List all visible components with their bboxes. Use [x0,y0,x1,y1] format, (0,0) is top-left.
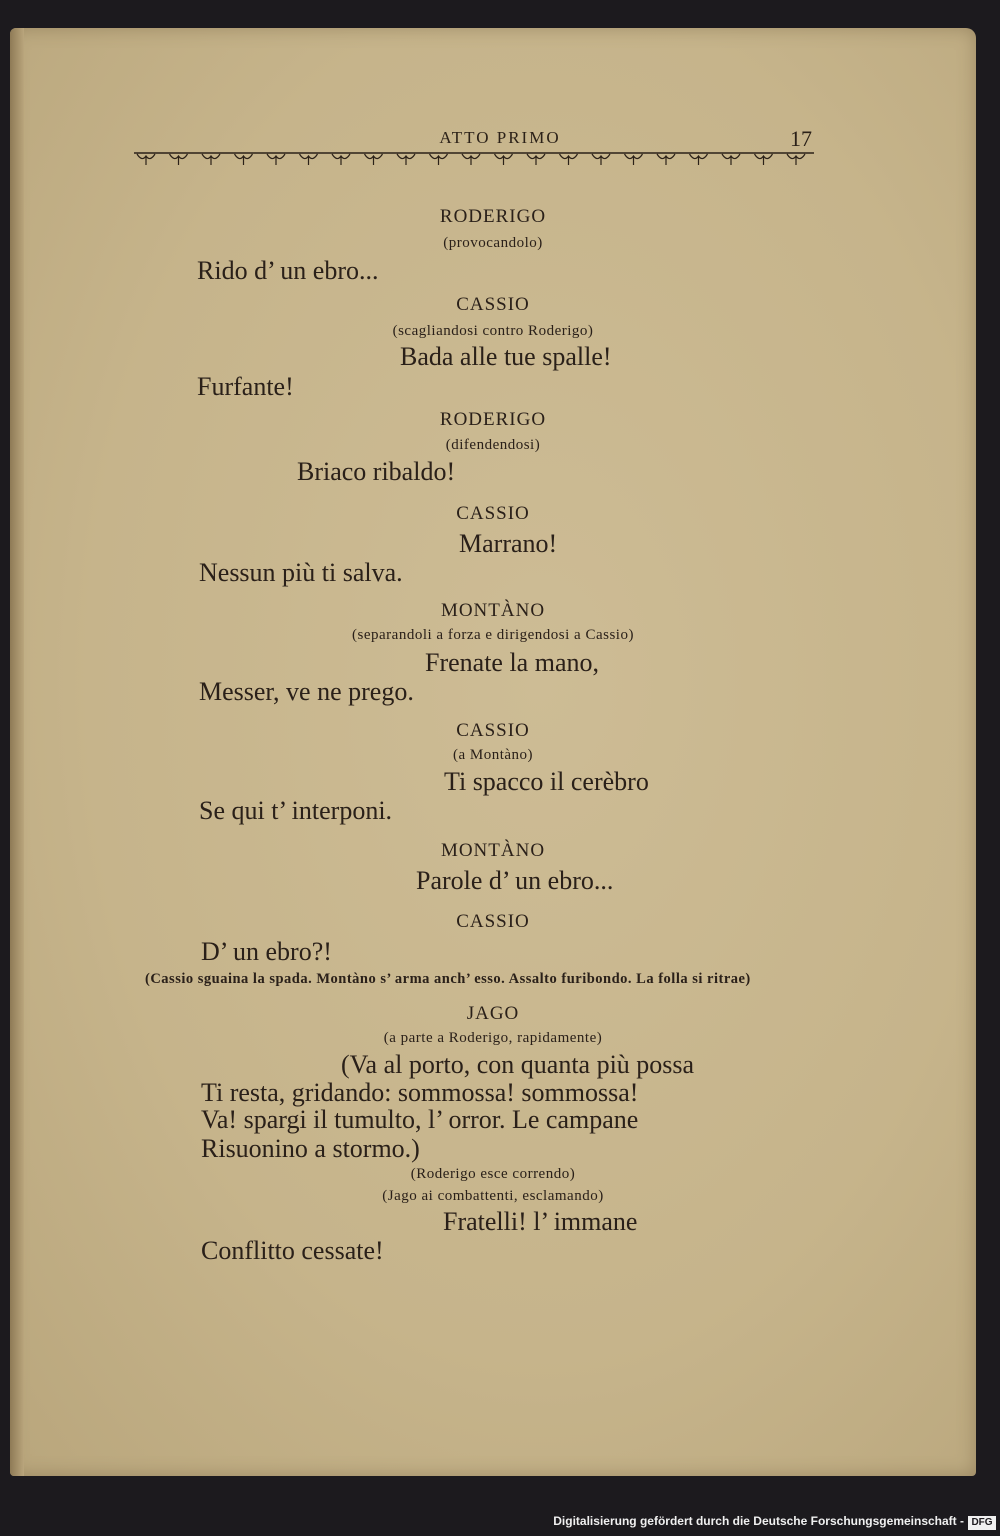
ornament-motif [690,154,708,165]
stage-direction: (a Montàno) [452,747,534,763]
speaker-name: JAGO [466,1003,520,1024]
verse-line: Marrano! [459,529,558,558]
stage-direction: (scagliandosi contro Roderigo) [392,323,594,339]
verse-line: Frenate la mano, [425,648,599,677]
ornament-motif [202,154,220,165]
speaker-name: MONTÀNO [440,600,546,621]
ornament-motif [560,154,578,165]
speaker-name: MONTÀNO [440,840,546,861]
speaker-name: CASSIO [456,503,530,524]
verse-line: (Va al porto, con quanta più possa [341,1050,695,1079]
verse-line: Ti spacco il cerèbro [444,767,649,796]
verse-line: Messer, ve ne prego. [199,677,414,706]
stage-direction: (Roderigo esce correndo) [410,1166,576,1182]
speaker-name: CASSIO [456,911,530,932]
ornament-motif [137,154,155,165]
ornament-motif [722,154,740,165]
running-header: ATTO PRIMO [439,128,561,147]
verse-line: Furfante! [197,372,294,401]
ornament-motif [657,154,675,165]
speaker-name: RODERIGO [439,206,547,227]
stage-direction: (Cassio sguaina la spada. Montàno s’ arma anch’ esso. Assalto furibondo. La folla si ritrae) [145,971,751,987]
ornament-motif [527,154,545,165]
verse-line: Rido d’ un ebro... [197,256,379,285]
verse-line: Risuonino a stormo.) [201,1134,420,1163]
ornament-motif [787,154,805,165]
speaker-name: CASSIO [456,720,530,741]
stage-direction: (provocandolo) [443,235,543,251]
ornament-motif [430,154,448,165]
decorative-border-rule [134,150,814,168]
stage-direction: (separandoli a forza e dirigendosi a Cassio) [352,627,634,643]
ornament-motif [332,154,350,165]
verse-line: Briaco ribaldo! [297,457,456,486]
dfg-logo: DFG [968,1516,996,1530]
ornament-motif [300,154,318,165]
stage-direction: (difendendosi) [445,437,541,453]
speaker-name: CASSIO [456,294,530,315]
funding-credit: Digitalisierung gefördert durch die Deutsche Forschungsgemeinschaft - [553,1514,964,1528]
ornament-motif [170,154,188,165]
verse-line: D’ un ebro?! [201,937,332,966]
stage-direction: (Jago ai combattenti, esclamando) [382,1188,604,1204]
verse-line: Se qui t’ interponi. [199,796,393,825]
stage-direction: (a parte a Roderigo, rapidamente) [383,1030,603,1046]
speaker-name: RODERIGO [439,409,547,430]
verse-line: Parole d’ un ebro... [416,866,614,895]
ornament-motif [267,154,285,165]
ornament-motif [625,154,643,165]
ornament-motif [365,154,383,165]
ornament-motif [462,154,480,165]
verse-line: Conflitto cessate! [201,1236,384,1265]
ornament-motif [592,154,610,165]
ornament-motif [235,154,253,165]
verse-line: Fratelli! l’ immane [443,1207,638,1236]
verse-line: Ti resta, gridando: sommossa! sommossa! [201,1078,639,1107]
page-number: 17 [790,126,812,151]
ornament-motif [755,154,773,165]
verse-line: Va! spargi il tumulto, l’ orror. Le campane [201,1105,639,1134]
footer-bar [0,1476,1000,1536]
verse-line: Nessun più ti salva. [199,558,403,587]
ornament-motif [397,154,415,165]
verse-line: Bada alle tue spalle! [400,342,612,371]
ornament-motif [495,154,513,165]
